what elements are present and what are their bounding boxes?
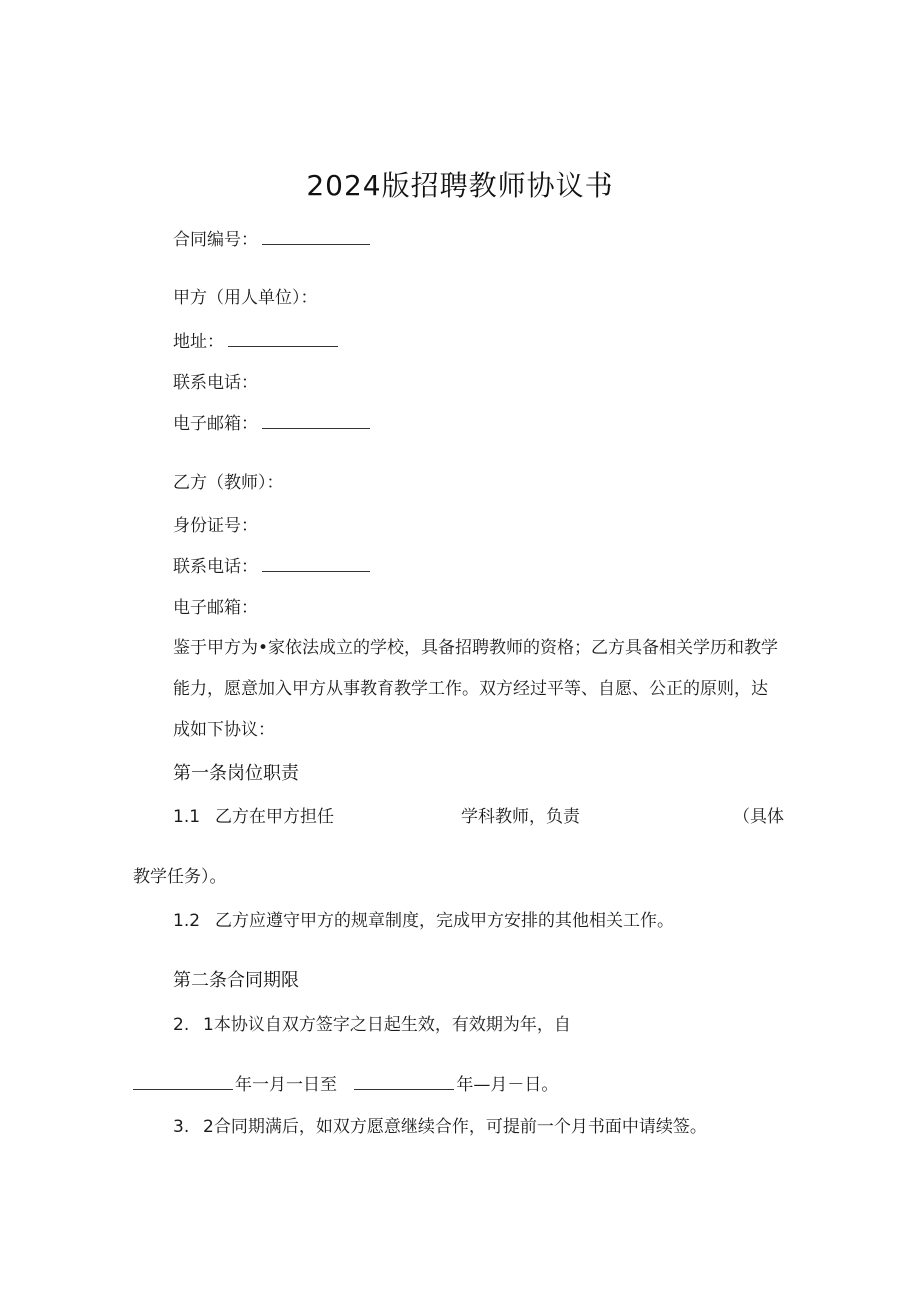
clause-1-1-part-2: 学科教师，负责 [461, 807, 580, 827]
party-a-email-blank [262, 414, 370, 429]
party-b-id-label: 身份证号： [173, 516, 258, 536]
contract-number-row [173, 229, 370, 251]
party-a-phone-label: 联系电话： [173, 373, 258, 393]
party-b-phone-blank [262, 557, 370, 572]
clause-1-1-part-3: （具体 [733, 807, 784, 827]
clause-1-2-text: 乙方应遵守甲方的规章制度，完成甲方安排的其他相关工作。 [215, 911, 674, 931]
article-1-clause-1 [173, 806, 783, 828]
clause-2-1-text: 1本协议自双方签字之日起生效，有效期为年，自 [203, 1015, 571, 1035]
clause-1-1-part-1: 乙方在甲方担任 [215, 807, 334, 827]
clause-2-2-text: 2合同期满后，如双方愿意继续合作，可提前一个月书面中请续签。 [203, 1117, 707, 1137]
start-year-blank [133, 1075, 233, 1090]
clause-1-2-number: 1.2 [173, 911, 201, 931]
article-2-clause-1 [173, 1014, 571, 1036]
document-title: 2024版招聘教师协议书 [306, 169, 614, 202]
article-2-clause-2 [173, 1116, 707, 1138]
party-b-phone-row [173, 556, 370, 578]
party-a-email-label: 电子邮箱： [173, 414, 258, 434]
contract-number-label: 合同编号： [173, 230, 258, 250]
clause-2-1-number: 2. [173, 1015, 190, 1035]
party-a-address-label: 地址： [173, 332, 224, 352]
party-a-address-row [173, 331, 338, 353]
end-year-blank [354, 1075, 454, 1090]
party-b-email-label: 电子邮箱： [173, 598, 258, 618]
article-1-clause-2 [173, 910, 674, 932]
article-2-clause-1-dates [133, 1074, 558, 1096]
clause-1-1-number: 1.1 [173, 807, 201, 827]
party-b-phone-label: 联系电话： [173, 557, 258, 577]
party-a-address-blank [228, 332, 338, 347]
preamble-paragraph: 鉴于甲方为•家依法成立的学校，具备招聘教师的资格；乙方具备相关学历和教学能力，愿意加入甲方从事教育教学工作。双方经过平等、自愿、公正的原则，达成如下协议： [173, 638, 779, 740]
party-a-email-row [173, 413, 370, 435]
contract-number-blank [262, 230, 370, 245]
article-1-heading: 第一条岗位职责 [173, 763, 299, 784]
clause-2-2-number: 3. [173, 1117, 190, 1137]
start-date-text: 年一月一日至 [235, 1075, 337, 1095]
end-date-text: 年—月－日。 [456, 1075, 559, 1095]
party-b-label: 乙方（教师）： [173, 473, 284, 493]
article-1-clause-1-continued: 教学任务）。 [133, 867, 227, 887]
party-a-label: 甲方（用人单位）： [173, 288, 318, 308]
article-2-heading: 第二条合同期限 [173, 970, 299, 991]
